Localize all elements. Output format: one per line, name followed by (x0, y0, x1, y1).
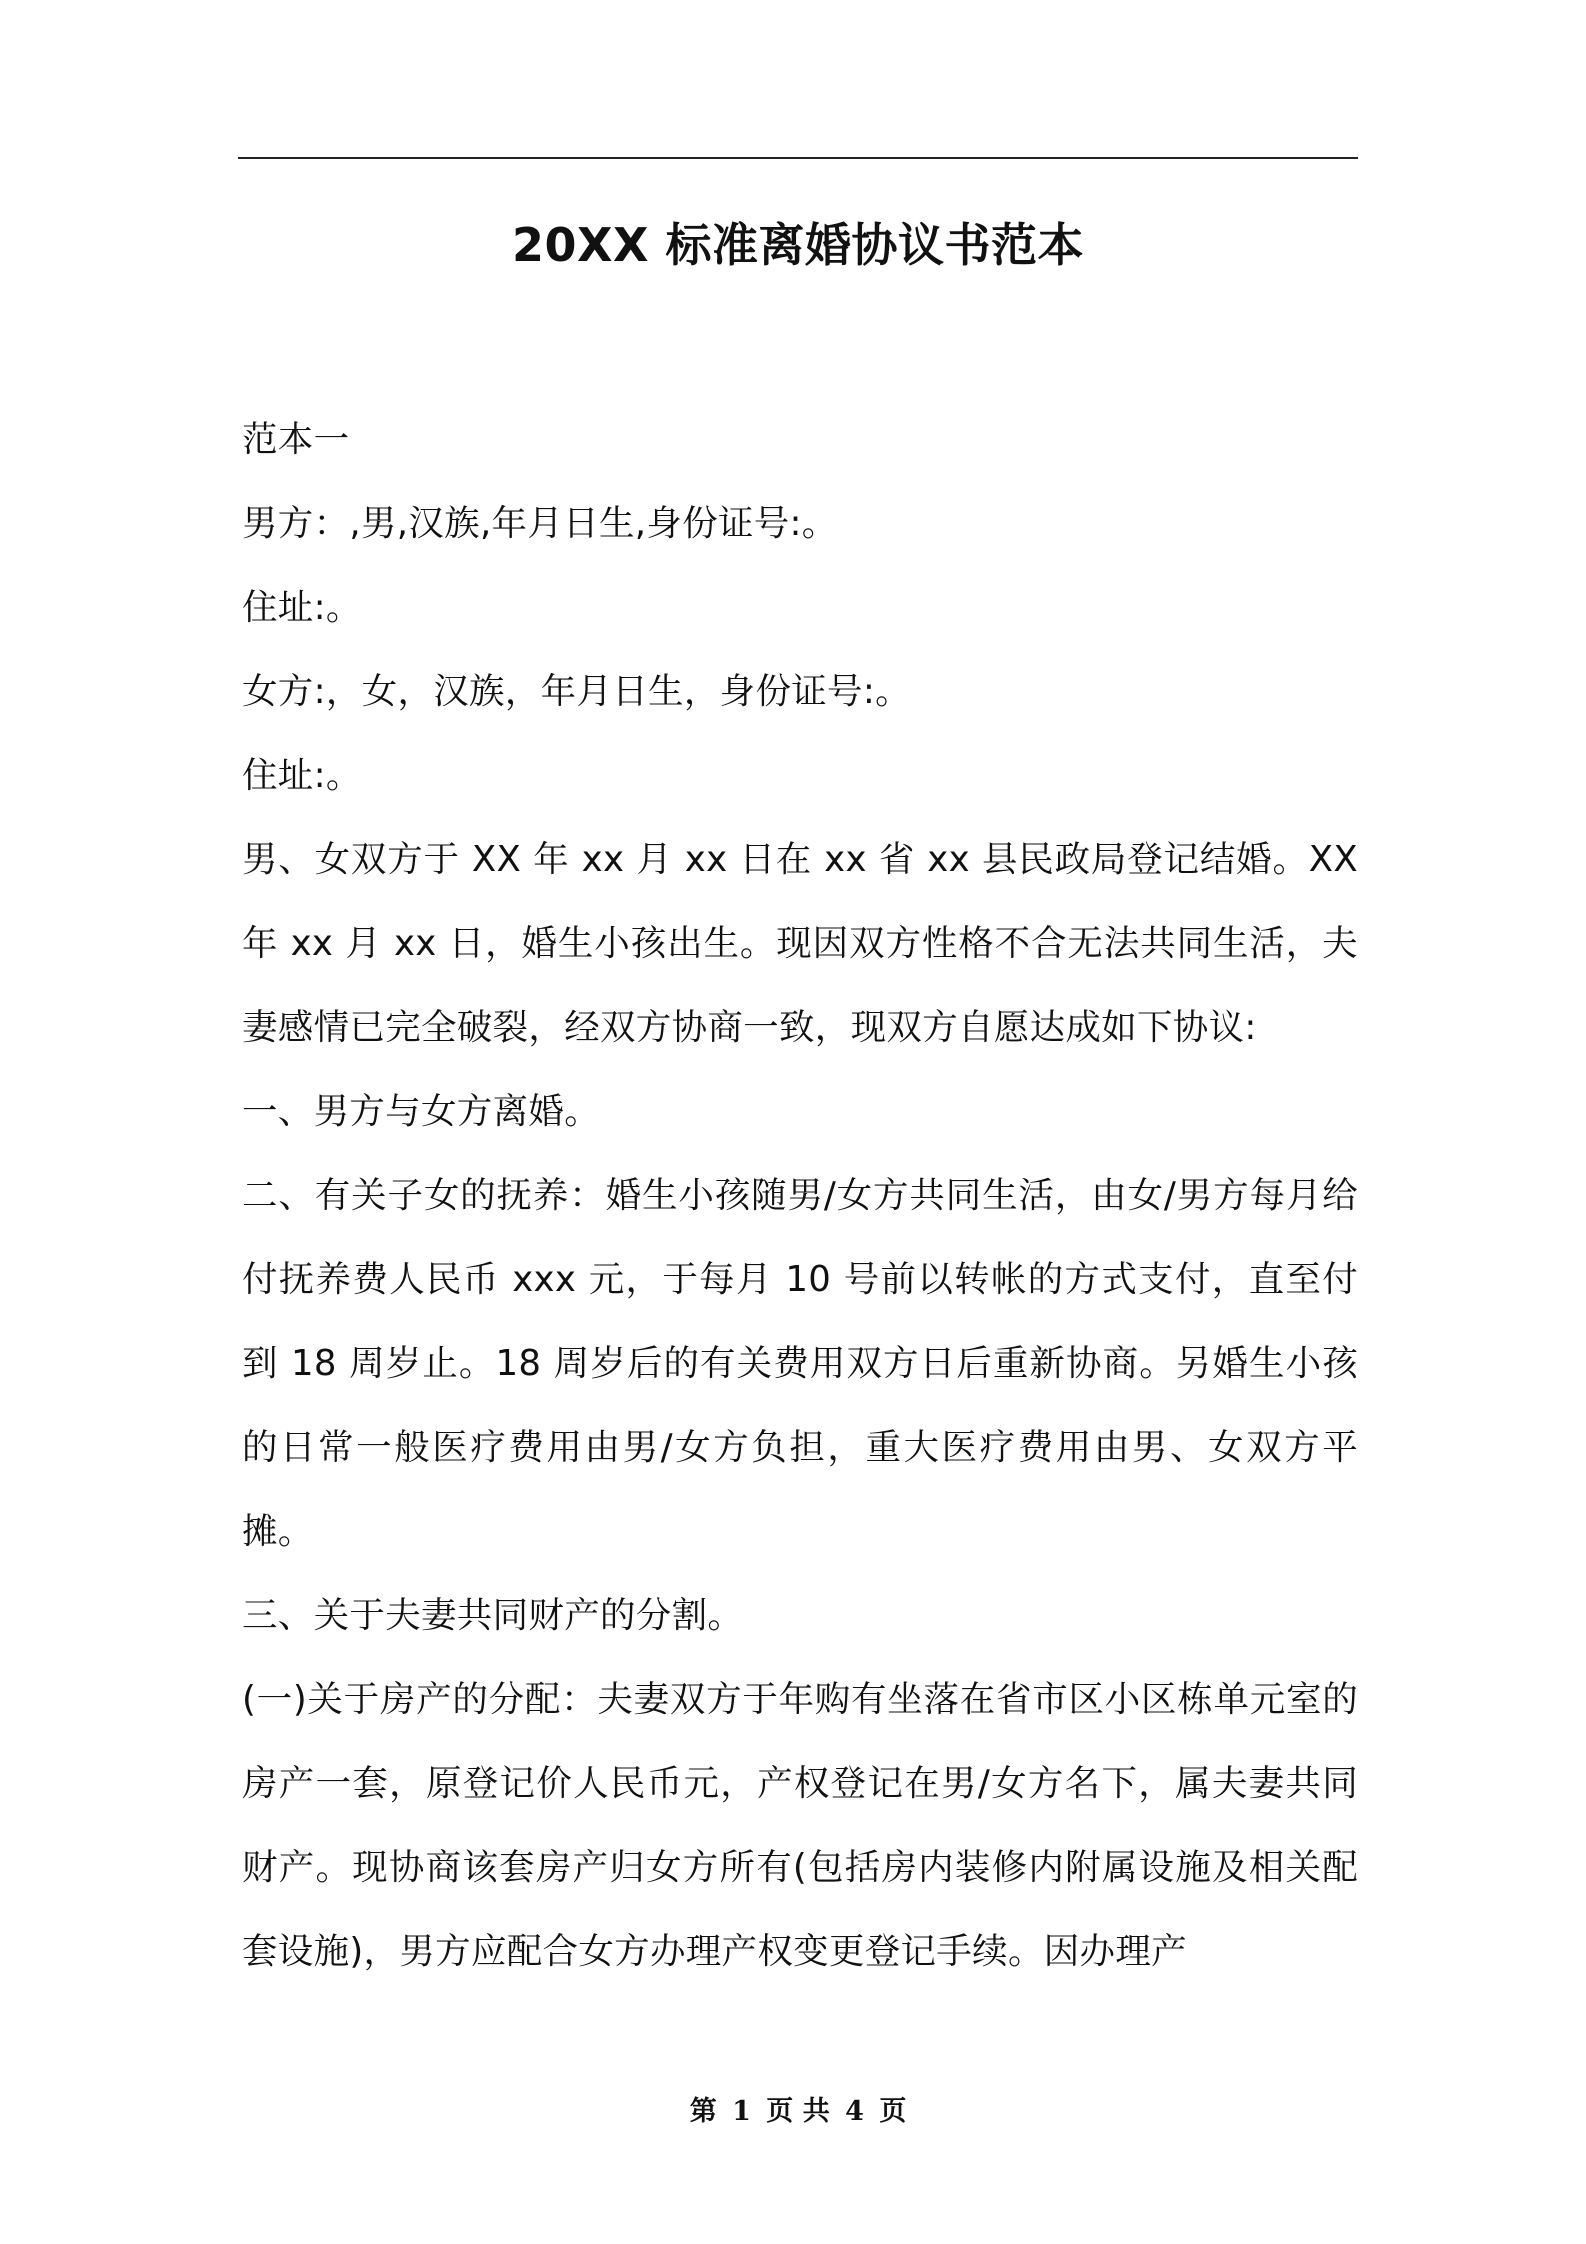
document-body (242, 398, 1358, 1994)
footer-prefix: 第 (689, 2096, 717, 2127)
paragraph-female-address: 住址:。 (242, 755, 362, 796)
paragraph-template-heading: 范本一 (242, 419, 350, 460)
paragraph-male-address: 住址:。 (242, 587, 362, 628)
footer-middle: 页 共 (766, 2096, 830, 2127)
paragraph-clause-divorce: 一、男方与女方离婚。 (242, 1091, 601, 1132)
paragraph-clause-housing: (一)关于房产的分配：夫妻双方于年购有坐落在省市区小区栋单元室的房产一套，原登记价人民币元，产权登记在男/女方名下，属夫妻共同财产。现协商该套房产归女方所有(包括房内装修内附属设施及相关配套设施)，男方应配合女方办理产权变更登记手续。因办理产 (242, 1679, 1358, 1972)
paragraph-marriage-background: 男、女双方于 XX 年 xx 月 xx 日在 xx 省 xx 县民政局登记结婚。XX 年 xx 月 xx 日，婚生小孩出生。现因双方性格不合无法共同生活，夫妻感情已完全破裂，经双方协商一致，现双方自愿达成如下协议: (242, 839, 1358, 1048)
footer-suffix: 页 (879, 2096, 907, 2127)
footer-total-pages: 4 (845, 2096, 864, 2127)
page-footer (238, 2092, 1358, 2132)
paragraph-clause-property: 三、关于夫妻共同财产的分割。 (242, 1595, 744, 1636)
paragraph-male-party: 男方：,男,汉族,年月日生,身份证号:。 (242, 503, 838, 544)
footer-current-page: 1 (732, 2096, 751, 2127)
paragraph-female-party: 女方:，女，汉族，年月日生，身份证号:。 (242, 671, 911, 712)
header-divider (238, 157, 1358, 159)
paragraph-clause-child-custody: 二、有关子女的抚养：婚生小孩随男/女方共同生活，由女/男方每月给付抚养费人民币 xxx 元，于每月 10 号前以转帐的方式支付，直至付到 18 周岁止。18 周岁后的有关费用双方日后重新协商。另婚生小孩的日常一般医疗费用由男/女方负担，重大医疗费用由男、女双方平摊。 (242, 1175, 1358, 1552)
document-title: 20XX 标准离婚协议书范本 (512, 218, 1084, 272)
